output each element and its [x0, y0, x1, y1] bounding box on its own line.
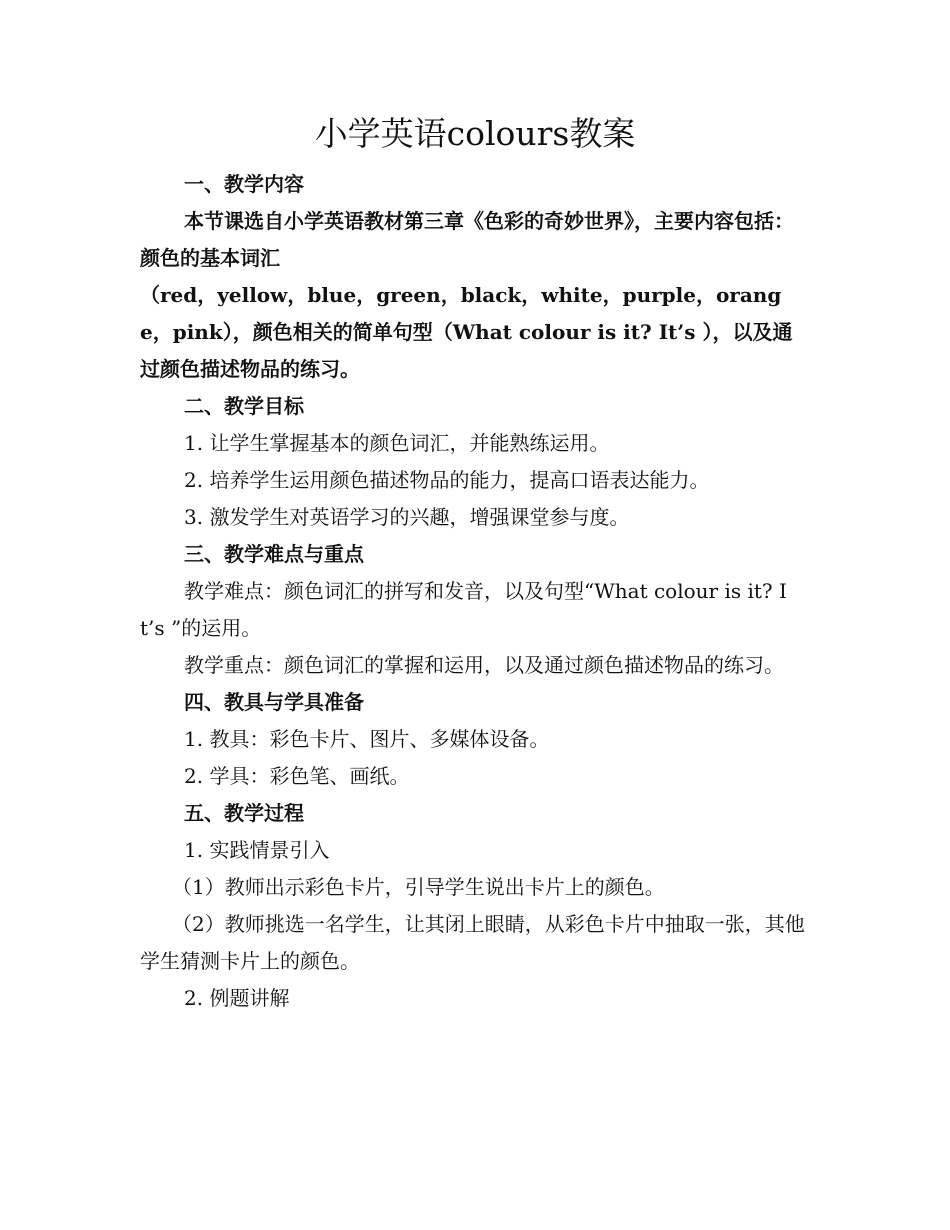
key-point-paragraph: 教学重点：颜色词汇的掌握和运用，以及通过颜色描述物品的练习。 — [184, 653, 784, 677]
document-body — [140, 166, 810, 1017]
objective-item: 3. 激发学生对英语学习的兴趣，增强课堂参与度。 — [184, 505, 630, 529]
objective-item: 2. 培养学生运用颜色描述物品的能力，提高口语表达能力。 — [184, 468, 710, 492]
section-heading-objectives: 二、教学目标 — [184, 394, 304, 418]
document-title: 小学英语colours教案 — [314, 114, 636, 153]
content-paragraph: 本节课选自小学英语教材第三章《色彩的奇妙世界》，主要内容包括：颜色的基本词汇 — [140, 209, 794, 270]
section-heading-content: 一、教学内容 — [184, 172, 304, 196]
difficulty-paragraph: 教学难点：颜色词汇的拼写和发音，以及句型“What colour is it? It’s ”的运用。 — [140, 579, 787, 640]
section-heading-difficulties: 三、教学难点与重点 — [184, 542, 364, 566]
objective-item: 1. 让学生掌握基本的颜色词汇，并能熟练运用。 — [184, 431, 610, 455]
process-step: 2. 例题讲解 — [184, 986, 290, 1010]
section-heading-process: 五、教学过程 — [184, 801, 304, 825]
materials-item: 1. 教具：彩色卡片、图片、多媒体设备。 — [184, 727, 550, 751]
process-substep: （1）教师出示彩色卡片，引导学生说出卡片上的颜色。 — [172, 875, 665, 899]
materials-item: 2. 学具：彩色笔、画纸。 — [184, 764, 410, 788]
content-vocabulary-paragraph: （red，yellow，blue，green，black，white，purple，orange，pink），颜色相关的简单句型（What colour is it? It’s ），以及通过颜色描述物品的练习。 — [140, 283, 793, 381]
section-heading-materials: 四、教具与学具准备 — [184, 690, 364, 714]
process-step: 1. 实践情景引入 — [184, 838, 330, 862]
process-substep: （2）教师挑选一名学生，让其闭上眼睛，从彩色卡片中抽取一张，其他学生猜测卡片上的颜色。 — [140, 912, 805, 973]
